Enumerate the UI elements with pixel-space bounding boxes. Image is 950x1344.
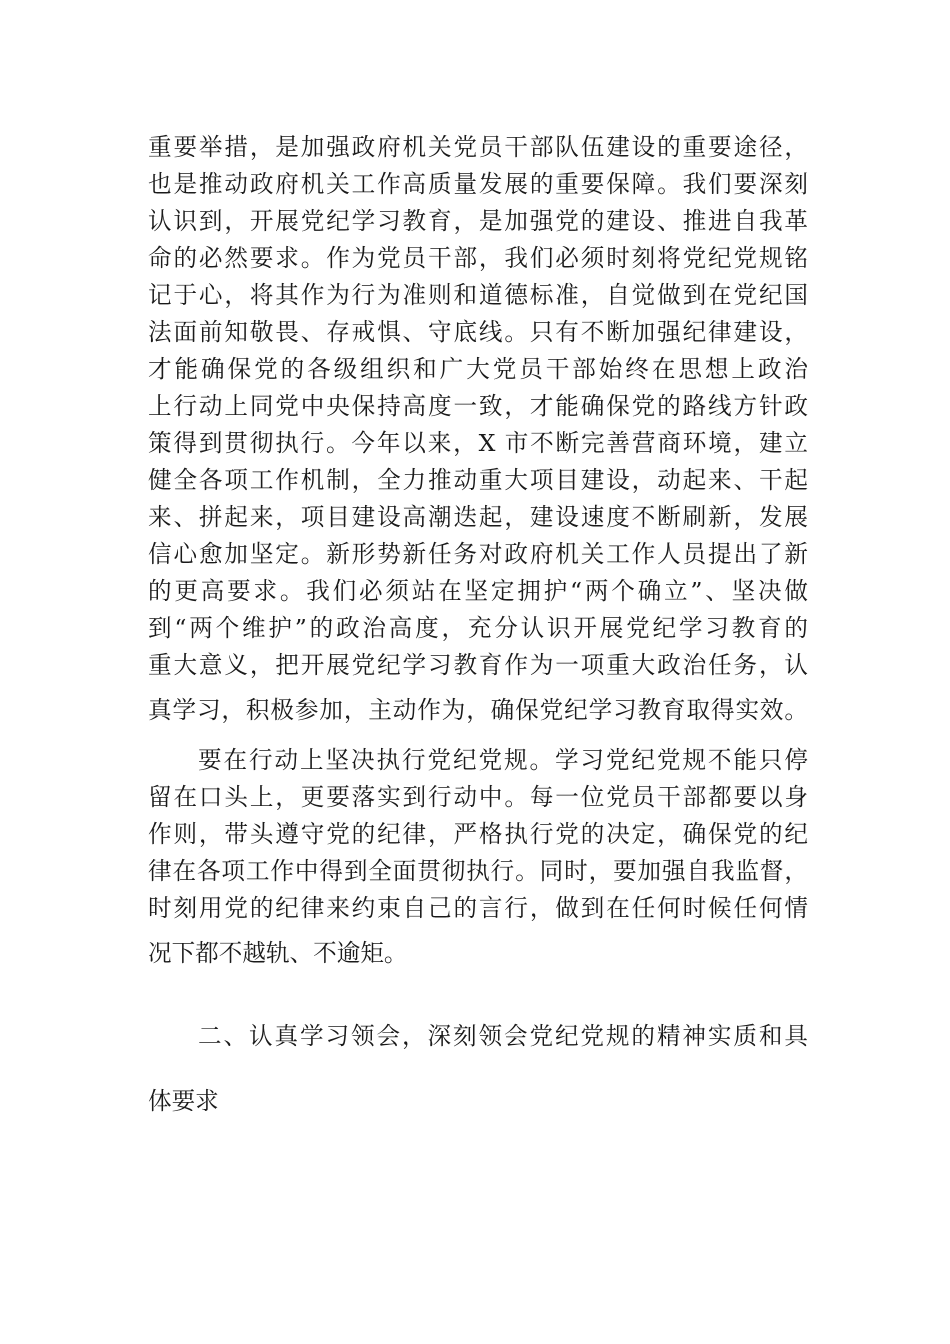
paragraph-1-line: 法面前知敬畏、存戒惧、守底线。只有不断加强纪律建设， xyxy=(148,318,808,346)
paragraph-1-line: 信心愈加坚定。新形势新任务对政府机关工作人员提出了新 xyxy=(148,540,808,568)
paragraph-1-line: 重大意义，把开展党纪学习教育作为一项重大政治任务，认 xyxy=(148,651,808,679)
paragraph-2-line: 律在各项工作中得到全面贯彻执行。同时，要加强自我监督， xyxy=(148,857,808,885)
paragraph-1-line: 上行动上同党中央保持高度一致，才能确保党的路线方针政 xyxy=(148,392,808,420)
paragraph-2-line: 况下都不越轨、不逾矩。 xyxy=(148,939,408,967)
paragraph-1 xyxy=(148,128,808,728)
paragraph-1-line: 重要举措，是加强政府机关党员干部队伍建设的重要途径， xyxy=(148,133,808,161)
paragraph-2-line: 要在行动上坚决执行党纪党规。学习党纪党规不能只停 xyxy=(198,746,808,774)
section-heading-2-line: 体要求 xyxy=(148,1087,219,1115)
paragraph-1-line: 到“两个维护”的政治高度，充分认识开展党纪学习教育的 xyxy=(148,614,808,642)
paragraph-2-line: 作则，带头遵守党的纪律，严格执行党的决定，确保党的纪 xyxy=(148,820,808,848)
paragraph-1-line: 记于心，将其作为行为准则和道德标准，自觉做到在党纪国 xyxy=(148,281,808,309)
paragraph-1-line: 命的必然要求。作为党员干部，我们必须时刻将党纪党规铭 xyxy=(148,244,808,272)
paragraph-1-line: 才能确保党的各级组织和广大党员干部始终在思想上政治 xyxy=(148,355,808,383)
paragraph-2-line: 留在口头上，更要落实到行动中。每一位党员干部都要以身 xyxy=(148,783,808,811)
section-heading-2-line: 二、认真学习领会，深刻领会党纪党规的精神实质和具 xyxy=(198,1022,808,1050)
paragraph-1-line: 策得到贯彻执行。今年以来，X 市不断完善营商环境，建立 xyxy=(148,429,808,457)
section-heading-2 xyxy=(148,1017,808,1119)
paragraph-1-line: 来、拼起来，项目建设高潮迭起，建设速度不断刷新，发展 xyxy=(148,503,808,531)
paragraph-2 xyxy=(148,741,808,971)
paragraph-1-line: 也是推动政府机关工作高质量发展的重要保障。我们要深刻 xyxy=(148,170,808,198)
paragraph-1-line: 健全各项工作机制，全力推动重大项目建设，动起来、干起 xyxy=(148,466,808,494)
paragraph-1-line: 真学习，积极参加，主动作为，确保党纪学习教育取得实效。 xyxy=(148,696,808,724)
paragraph-1-line: 认识到，开展党纪学习教育，是加强党的建设、推进自我革 xyxy=(148,207,808,235)
paragraph-1-line: 的更高要求。我们必须站在坚定拥护“两个确立”、坚决做 xyxy=(148,577,808,605)
paragraph-2-line: 时刻用党的纪律来约束自己的言行，做到在任何时候任何情 xyxy=(148,894,808,922)
